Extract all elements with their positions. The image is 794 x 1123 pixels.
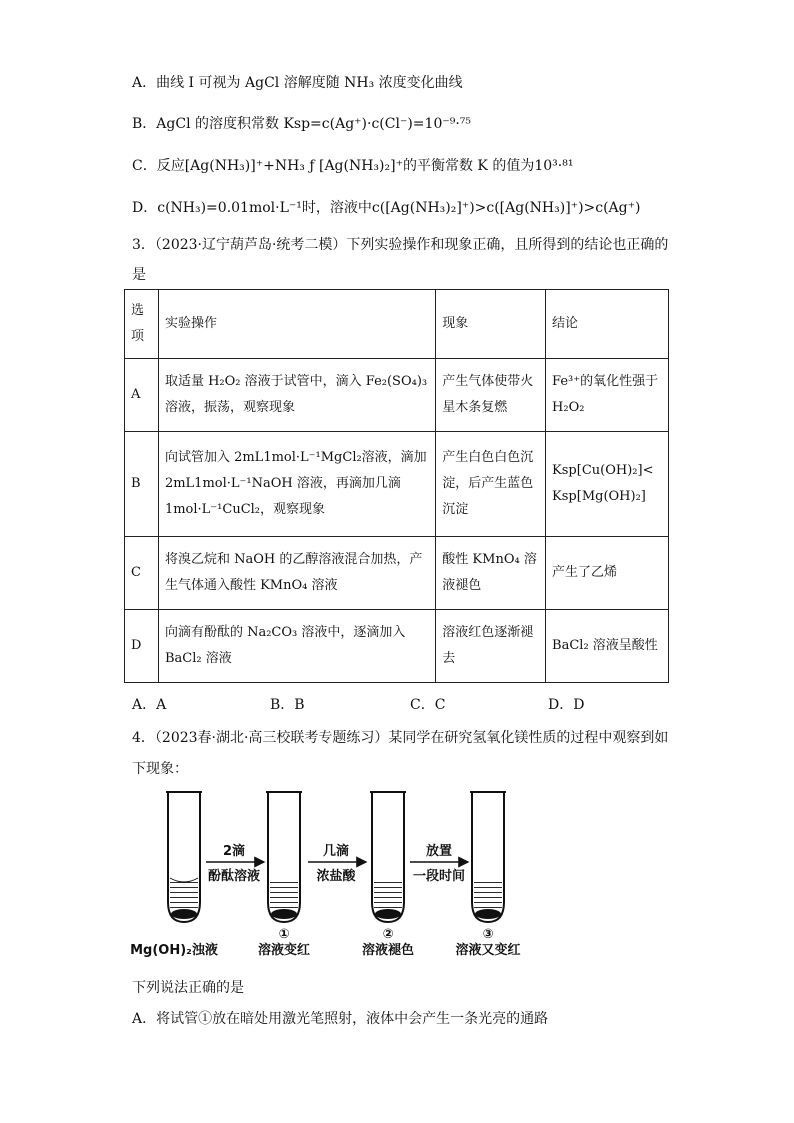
- row-d-phenomenon: 溶液红色逐渐褪去: [436, 610, 546, 683]
- q4-option-a: A．将试管①放在暗处用激光笔照射，液体中会产生一条光亮的通路: [132, 1011, 549, 1027]
- q2-option-d: D．c(NH₃)=0.01mol·L⁻¹时，溶液中c([Ag(NH₃)₂]⁺)>c([Ag(NH₃)]⁺)>c(Ag⁺): [132, 200, 641, 216]
- arrow-2-bottom-label: 浓盐酸: [316, 869, 356, 884]
- row-b-conclusion: Ksp[Cu(OH)₂]< Ksp[Mg(OH)₂]: [546, 432, 669, 537]
- tube-2-number: ②: [382, 927, 394, 942]
- row-b-operation: 向试管加入 2mL1mol·L⁻¹MgCl₂溶液，滴加 2mL1mol·L⁻¹NaOH 溶液，再滴加几滴 1mol·L⁻¹CuCl₂，观察现象: [158, 432, 435, 537]
- tube-2-label: 溶液褪色: [361, 943, 415, 958]
- q3-stem-line1: 3．（2023·辽宁葫芦岛·统考二模）下列实验操作和现象正确，且所得到的结论也正确的: [132, 237, 669, 253]
- row-d-conclusion: BaCl₂ 溶液呈酸性: [546, 610, 669, 683]
- arrow-2-top-label: 几滴: [322, 844, 350, 859]
- arrow-1-bottom-label: 酚酞溶液: [207, 869, 261, 884]
- q3-stem-line2: 是: [132, 267, 146, 283]
- header-cell-option: 选项: [125, 290, 159, 359]
- table-header-row: [125, 290, 669, 359]
- tube-1: [266, 792, 302, 922]
- row-d-operation: 向滴有酚酞的 Na₂CO₃ 溶液中，逐滴加入 BaCl₂ 溶液: [158, 610, 435, 683]
- row-a-conclusion: Fe³⁺的氧化性强于 H₂O₂: [546, 359, 669, 432]
- header-cell-phenomenon: 现象: [436, 290, 546, 359]
- row-c-conclusion: 产生了乙烯: [546, 537, 669, 610]
- q3-option-b: B．B: [270, 697, 305, 713]
- row-c-operation: 将溴乙烷和 NaOH 的乙醇溶液混合加热，产生气体通入酸性 KMnO₄ 溶液: [158, 537, 435, 610]
- q2-option-c: C．反应[Ag(NH₃)]⁺+NH₃ ƒ [Ag(NH₃)₂]⁺的平衡常数 K 的值为10³·⁸¹: [132, 158, 574, 174]
- row-b-option: B: [125, 432, 159, 537]
- tube-0: [166, 792, 202, 922]
- q2-option-b: B．AgCl 的溶度积常数 Ksp=c(Ag⁺)·c(Cl⁻)=10⁻⁹·⁷⁵: [132, 116, 472, 132]
- row-a-phenomenon: 产生气体使带火星木条复燃: [436, 359, 546, 432]
- row-c-option: C: [125, 537, 159, 610]
- q4-stem-line1: 4．（2023春·湖北·高三校联考专题练习）某同学在研究氢氧化镁性质的过程中观察到如: [132, 730, 669, 746]
- row-a-operation: 取适量 H₂O₂ 溶液于试管中，滴入 Fe₂(SO₄)₃ 溶液，振荡，观察现象: [158, 359, 435, 432]
- arrow-3-bottom-label: 一段时间: [412, 869, 466, 884]
- q4-question: 下列说法正确的是: [132, 980, 244, 996]
- tube-3-number: ③: [482, 927, 494, 942]
- row-c-phenomenon: 酸性 KMnO₄ 溶液褪色: [436, 537, 546, 610]
- q3-option-d: D．D: [548, 697, 585, 713]
- tube-1-label: 溶液变红: [257, 943, 311, 958]
- tube-0-label: Mg(OH)₂浊液: [130, 943, 218, 958]
- tube-1-number: ①: [278, 927, 290, 942]
- q2-option-a: A．曲线 I 可视为 AgCl 溶解度随 NH₃ 浓度变化曲线: [132, 75, 463, 91]
- arrow-1-top-label: 2滴: [222, 844, 246, 859]
- table-row: [125, 537, 669, 610]
- tube-2: [370, 792, 406, 922]
- row-d-option: D: [125, 610, 159, 683]
- tube-3: [470, 792, 506, 922]
- tube-3-label: 溶液又变红: [455, 943, 521, 958]
- table-row: [125, 432, 669, 537]
- arrow-3-top-label: 放置: [425, 844, 453, 859]
- q3-option-c: C．C: [410, 697, 446, 713]
- row-a-option: A: [125, 359, 159, 432]
- row-b-phenomenon: 产生白色白色沉淀，后产生蓝色沉淀: [436, 432, 546, 537]
- q4-stem-line2: 下现象：: [132, 761, 188, 777]
- header-cell-conclusion: 结论: [546, 290, 669, 359]
- q3-option-a: A．A: [132, 697, 167, 713]
- table-row: [125, 610, 669, 683]
- test-tube-diagram: [130, 790, 521, 965]
- table-row: [125, 359, 669, 432]
- q3-table: [124, 289, 669, 683]
- header-cell-operation: 实验操作: [158, 290, 435, 359]
